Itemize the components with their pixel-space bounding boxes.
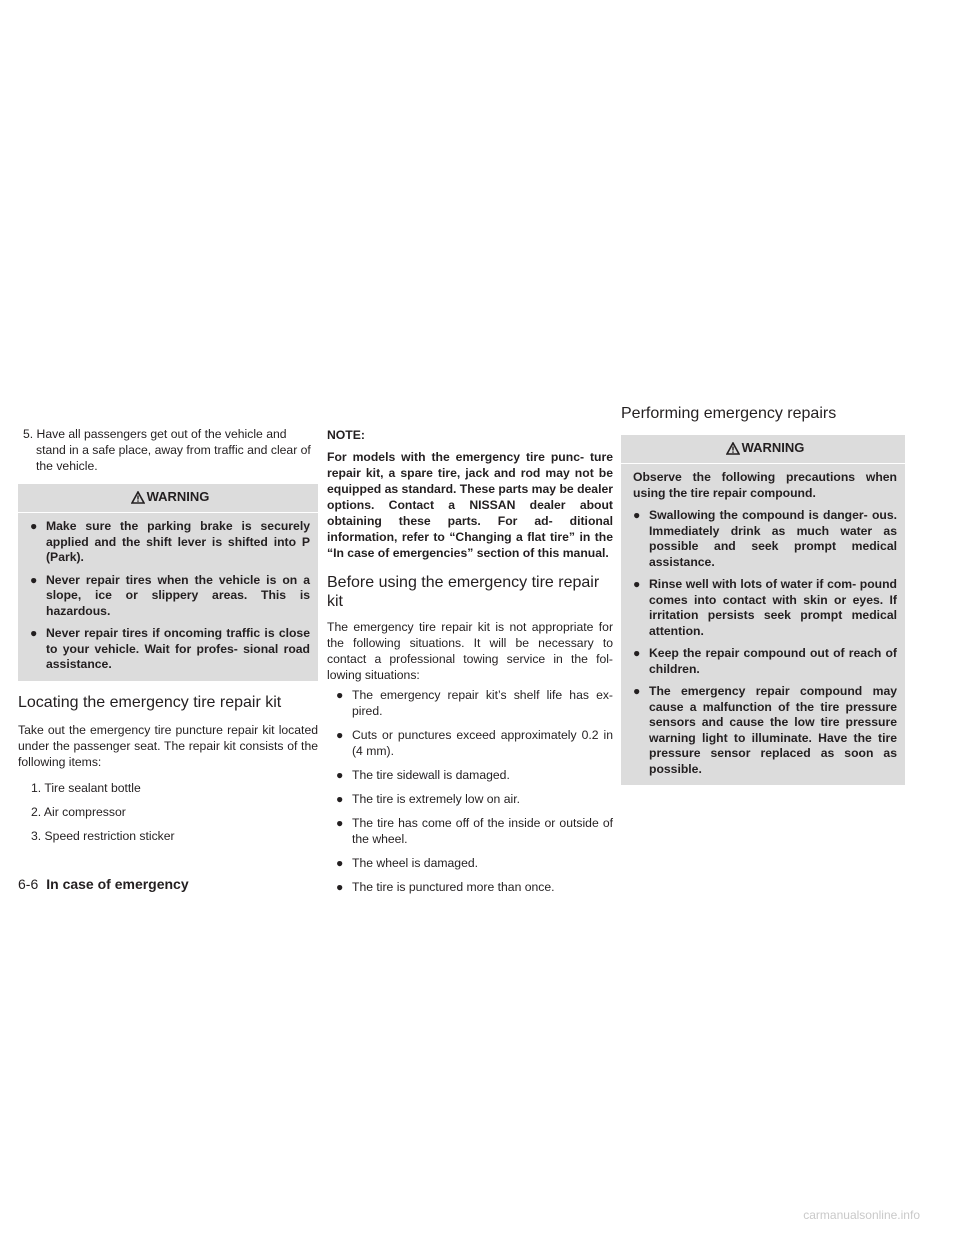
step-5: 5. Have all passengers get out of the vehicle and stand in a safe place, away from traffic and clear of the vehicle. bbox=[23, 427, 311, 473]
before-using-intro: The emergency tire repair kit is not appropriate for the following situations. It will be necessary to contact a professional towing service in the fol- lowing situations: bbox=[327, 620, 613, 682]
warning-item-text: Never repair tires if oncoming traffic is close to your vehicle. Wait for profes- sional road assistance. bbox=[46, 626, 310, 671]
page-number: 6-6 bbox=[18, 876, 39, 892]
note-heading: NOTE: bbox=[327, 428, 365, 442]
bullet-icon: ● bbox=[336, 792, 344, 806]
situation-item bbox=[336, 767, 613, 783]
situation-item bbox=[336, 855, 613, 871]
bullet-icon: ● bbox=[336, 856, 344, 870]
kit-item: 1. Tire sealant bottle bbox=[31, 780, 141, 795]
bullet-icon: ● bbox=[633, 508, 641, 522]
situation-text: The tire is punctured more than once. bbox=[352, 880, 555, 894]
warning-separator bbox=[18, 512, 318, 513]
warning-item bbox=[30, 519, 310, 566]
situation-text: The tire is extremely low on air. bbox=[352, 792, 520, 806]
column-right bbox=[621, 404, 905, 785]
situation-text: The emergency repair kit’s shelf life has ex- pired. bbox=[352, 688, 613, 718]
bullet-icon: ● bbox=[336, 816, 344, 830]
warning-separator bbox=[621, 463, 905, 464]
warning-triangle-icon bbox=[726, 442, 740, 455]
warning-header bbox=[30, 488, 310, 506]
warning-title: WARNING bbox=[741, 440, 805, 455]
warning-box-compound bbox=[621, 435, 905, 785]
warning-item bbox=[30, 626, 310, 673]
warning-item bbox=[633, 646, 897, 677]
column-left bbox=[18, 426, 318, 852]
situation-item bbox=[336, 879, 613, 895]
section-title: In case of emergency bbox=[46, 876, 189, 892]
situation-item bbox=[336, 727, 613, 759]
locating-intro: Take out the emergency tire puncture repair kit located under the passenger seat. The repair kit consists of the following items: bbox=[18, 722, 318, 769]
bullet-icon: ● bbox=[30, 519, 38, 533]
warning-item bbox=[633, 684, 897, 777]
situation-item bbox=[336, 687, 613, 719]
bullet-icon: ● bbox=[30, 572, 38, 587]
warning-box-parking bbox=[18, 484, 318, 681]
situation-text: The tire sidewall is damaged. bbox=[352, 768, 510, 782]
warning-header bbox=[633, 439, 897, 457]
section-heading-performing: Performing emergency repairs bbox=[621, 405, 837, 422]
watermark: carmanualsonline.info bbox=[803, 1208, 920, 1222]
bullet-icon: ● bbox=[633, 577, 641, 591]
page-footer bbox=[18, 876, 189, 892]
bullet-icon: ● bbox=[336, 688, 344, 702]
warning-triangle-icon bbox=[131, 491, 145, 504]
kit-item: 3. Speed restriction sticker bbox=[31, 828, 175, 843]
warning-item-text: Swallowing the compound is danger- ous. Immediately drink as much water as possible and seek prompt medical assistance. bbox=[649, 508, 897, 569]
kit-item: 2. Air compressor bbox=[31, 804, 126, 819]
warning-lead: Observe the following precautions when using the tire repair compound. bbox=[633, 470, 897, 500]
section-heading-before-using: Before using the emergency tire repair kit bbox=[327, 574, 600, 610]
bullet-icon: ● bbox=[633, 684, 641, 698]
bullet-icon: ● bbox=[633, 646, 641, 660]
column-middle bbox=[327, 427, 613, 903]
situation-item bbox=[336, 791, 613, 807]
bullet-icon: ● bbox=[336, 768, 344, 782]
warning-item bbox=[633, 508, 897, 570]
warning-title: WARNING bbox=[146, 489, 210, 504]
warning-item-text: Make sure the parking brake is securely applied and the shift lever is shifted into P (Park). bbox=[46, 519, 310, 564]
situation-text: Cuts or punctures exceed approximately 0.2 in (4 mm). bbox=[352, 728, 613, 758]
warning-item-text: Never repair tires when the vehicle is on a slope, ice or slippery areas. This is hazardous. bbox=[46, 572, 310, 618]
situation-item bbox=[336, 815, 613, 847]
warning-item bbox=[633, 577, 897, 639]
note-text: For models with the emergency tire punc- ture repair kit, a spare tire, jack and rod may not be equipped as standard. These parts may be dealer options. Contact a NISSAN dealer about obtaining these parts. For ad- ditional information, refer to “Changing a flat tire” in the “In case of emergencies” section of this manual. bbox=[327, 450, 613, 560]
warning-item-text: Keep the repair compound out of reach of children. bbox=[649, 646, 897, 676]
warning-item bbox=[30, 573, 310, 620]
situation-text: The tire has come off of the inside or outside of the wheel. bbox=[352, 816, 613, 846]
bullet-icon: ● bbox=[336, 728, 344, 742]
situation-text: The wheel is damaged. bbox=[352, 856, 479, 870]
warning-item-text: Rinse well with lots of water if com- pound comes into contact with skin or eyes. If irritation persists seek prompt medical attention. bbox=[649, 577, 897, 638]
bullet-icon: ● bbox=[336, 880, 344, 894]
warning-item-text: The emergency repair compound may cause a malfunction of the tire pressure sensors and cause the low tire pressure warning light to illuminate. Have the tire pressure sensor replaced as soon as possible. bbox=[649, 684, 897, 776]
bullet-icon: ● bbox=[30, 626, 38, 640]
section-heading-locating: Locating the emergency tire repair kit bbox=[18, 693, 282, 711]
